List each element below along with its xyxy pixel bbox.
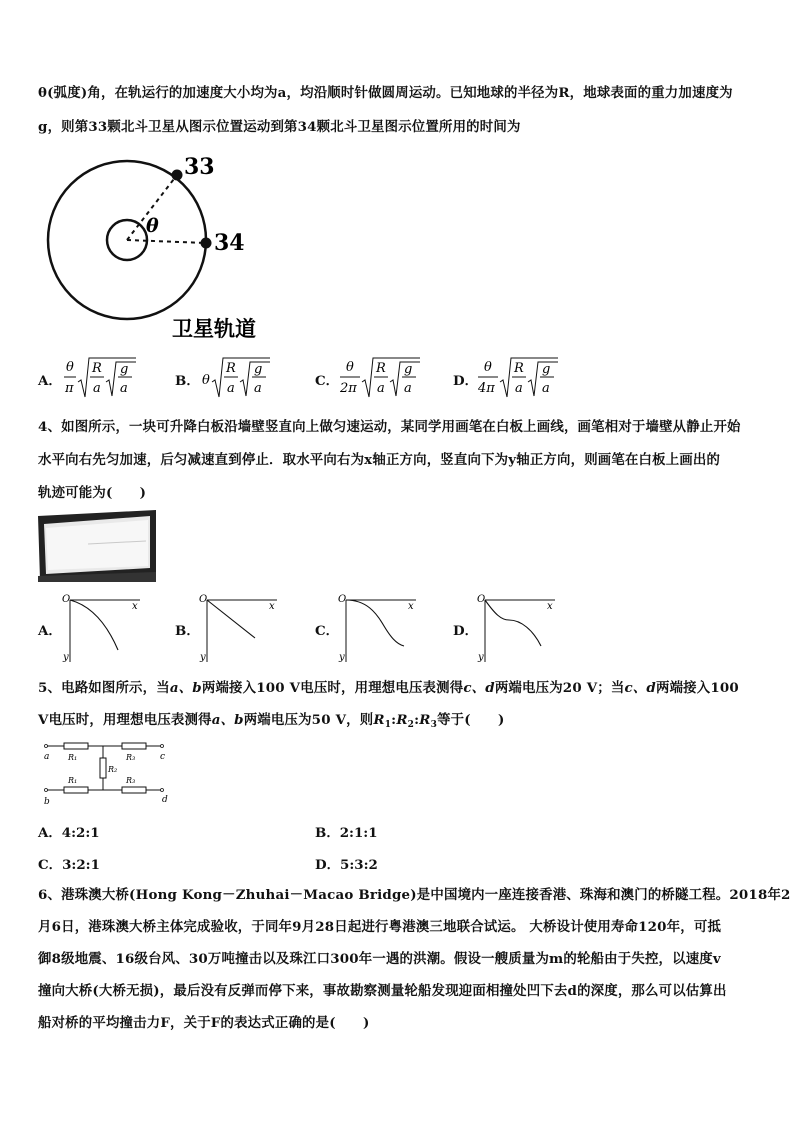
svg-text:b: b <box>44 797 50 807</box>
svg-text:θ: θ <box>202 373 210 388</box>
svg-text:θ: θ <box>346 360 354 375</box>
q3-option-a-formula <box>62 354 142 400</box>
svg-text:O: O <box>477 594 486 605</box>
satellite-orbit-figure <box>40 148 290 348</box>
svg-text:2π: 2π <box>340 381 357 396</box>
svg-text:x: x <box>269 601 275 612</box>
q5-text-line-1: 5、电路如图所示，当a、b两端接入100 V电压时，用理想电压表测得c、d两端电压为20 V；当c、d两端接入100 <box>38 680 739 696</box>
svg-text:a: a <box>254 381 262 396</box>
q5-option-d: D．5:3:2 <box>315 857 378 873</box>
svg-text:y: y <box>478 652 484 663</box>
q6-text-line-2: 月6日，港珠澳大桥主体完成验收，于同年9月28日起进行粤港澳三地联合试运。 大桥设计使用寿命120年，可抵 <box>38 919 722 935</box>
svg-text:R₃: R₃ <box>126 753 136 762</box>
satellite-34-label: 34 <box>214 230 245 256</box>
orbit-caption: 卫星轨道 <box>172 316 256 341</box>
q5-option-a: A．4:2:1 <box>38 825 100 841</box>
q3-text-line-2: g，则第33颗北斗卫星从图示位置运动到第34颗北斗卫星图示位置所用的时间为 <box>38 119 521 135</box>
svg-text:a: a <box>377 381 385 396</box>
q4-text-line-1: 4、如图所示，一块可升降白板沿墙壁竖直向上做匀速运动，某同学用画笔在白板上画线，画笔相对于墙壁从静止开始 <box>38 419 741 435</box>
q5-option-c: C．3:2:1 <box>38 857 100 873</box>
svg-text:O: O <box>338 594 347 605</box>
svg-text:g: g <box>542 362 551 377</box>
svg-text:4π: 4π <box>478 381 495 396</box>
q4-option-d-label: D． <box>453 623 479 639</box>
q4-option-d-graph <box>475 592 559 664</box>
q5-text-line-2: V电压时，用理想电压表测得a、b两端电压为50 V，则$R_1:R_2:R_3$等于( ) <box>38 712 505 730</box>
q6-text-line-3: 御8级地震、16级台风、30万吨撞击以及珠江口300年一遇的洪潮。假设一艘质量为m的轮船由于失控，以速度v <box>38 951 721 967</box>
q3-text-line-1: θ(弧度)角，在轨运行的加速度大小均为a，均沿顺时针做圆周运动。已知地球的半径为R，地球表面的重力加速度为 <box>38 85 733 101</box>
svg-text:a: a <box>227 381 235 396</box>
svg-text:a: a <box>515 381 523 396</box>
q3-option-b-formula <box>198 354 278 400</box>
q4-text-line-3: 轨迹可能为( ) <box>38 485 147 501</box>
svg-text:y: y <box>339 652 345 663</box>
svg-text:π: π <box>65 381 74 396</box>
resistor-r2 <box>100 758 106 778</box>
satellite-33-label: 33 <box>184 154 215 180</box>
satellite-34-dot <box>201 238 212 249</box>
q6-text-line-4: 撞向大桥(大桥无损)，最后没有反弹而停下来，事故勘察测量轮船发现迎面相撞处凹下去d的深度，那么可以估算出 <box>38 983 727 999</box>
q4-option-c-label: C． <box>315 623 340 639</box>
q4-option-a-graph <box>60 592 144 664</box>
svg-text:R: R <box>226 361 236 376</box>
svg-text:R₂: R₂ <box>108 765 118 774</box>
q3-option-c-formula <box>338 354 424 400</box>
svg-text:x: x <box>547 601 553 612</box>
q3-option-d-formula <box>476 354 562 400</box>
radius-to-34 <box>127 240 206 243</box>
q4-option-b-graph <box>197 592 281 664</box>
svg-text:a: a <box>44 752 50 762</box>
svg-text:R₁: R₁ <box>68 753 78 762</box>
satellite-33-dot <box>172 170 183 181</box>
q4-option-a-label: A． <box>38 623 62 639</box>
svg-text:θ: θ <box>66 360 74 375</box>
q4-option-c-graph <box>336 592 420 664</box>
svg-text:a: a <box>120 381 128 396</box>
svg-text:R₃: R₃ <box>126 776 136 785</box>
angle-theta-label: θ <box>146 215 159 237</box>
q3-option-a-label: A． <box>38 373 62 389</box>
q5-option-b: B．2:1:1 <box>315 825 378 841</box>
svg-text:g: g <box>254 362 263 377</box>
q4-text-line-2: 水平向右先匀加速，后匀减速直到停止．取水平向右为x轴正方向，竖直向下为y轴正方向，则画笔在白板上画出的 <box>38 452 721 468</box>
svg-text:R: R <box>92 361 102 376</box>
svg-text:g: g <box>120 362 129 377</box>
svg-text:y: y <box>63 652 69 663</box>
q4-option-b-label: B． <box>175 623 200 639</box>
q6-text-line-1: 6、港珠澳大桥(Hong Kong－Zhuhai－Macao Bridge)是中国境内一座连接香港、珠海和澳门的桥隧工程。2018年2 <box>38 887 791 903</box>
q3-option-c-label: C． <box>315 373 340 389</box>
svg-text:a: a <box>404 381 412 396</box>
svg-text:O: O <box>62 594 71 605</box>
svg-text:R₁: R₁ <box>68 776 78 785</box>
svg-text:θ: θ <box>484 360 492 375</box>
svg-text:x: x <box>132 601 138 612</box>
circuit-diagram <box>40 738 180 808</box>
resistor-r3-top <box>122 743 146 749</box>
svg-text:x: x <box>408 601 414 612</box>
resistor-r1-bottom <box>64 787 88 793</box>
q6-text-line-5: 船对桥的平均撞击力F，关于F的表达式正确的是( ) <box>38 1015 370 1031</box>
svg-text:y: y <box>200 652 206 663</box>
svg-text:R: R <box>376 361 386 376</box>
svg-text:R: R <box>514 361 524 376</box>
svg-text:a: a <box>542 381 550 396</box>
whiteboard-image <box>38 510 158 582</box>
svg-text:d: d <box>162 795 168 805</box>
svg-text:g: g <box>404 362 413 377</box>
svg-text:O: O <box>199 594 208 605</box>
q3-option-b-label: B． <box>175 373 200 389</box>
resistor-r1-top <box>64 743 88 749</box>
svg-text:c: c <box>160 752 166 762</box>
resistor-r3-bottom <box>122 787 146 793</box>
q3-option-d-label: D． <box>453 373 479 389</box>
svg-text:a: a <box>93 381 101 396</box>
